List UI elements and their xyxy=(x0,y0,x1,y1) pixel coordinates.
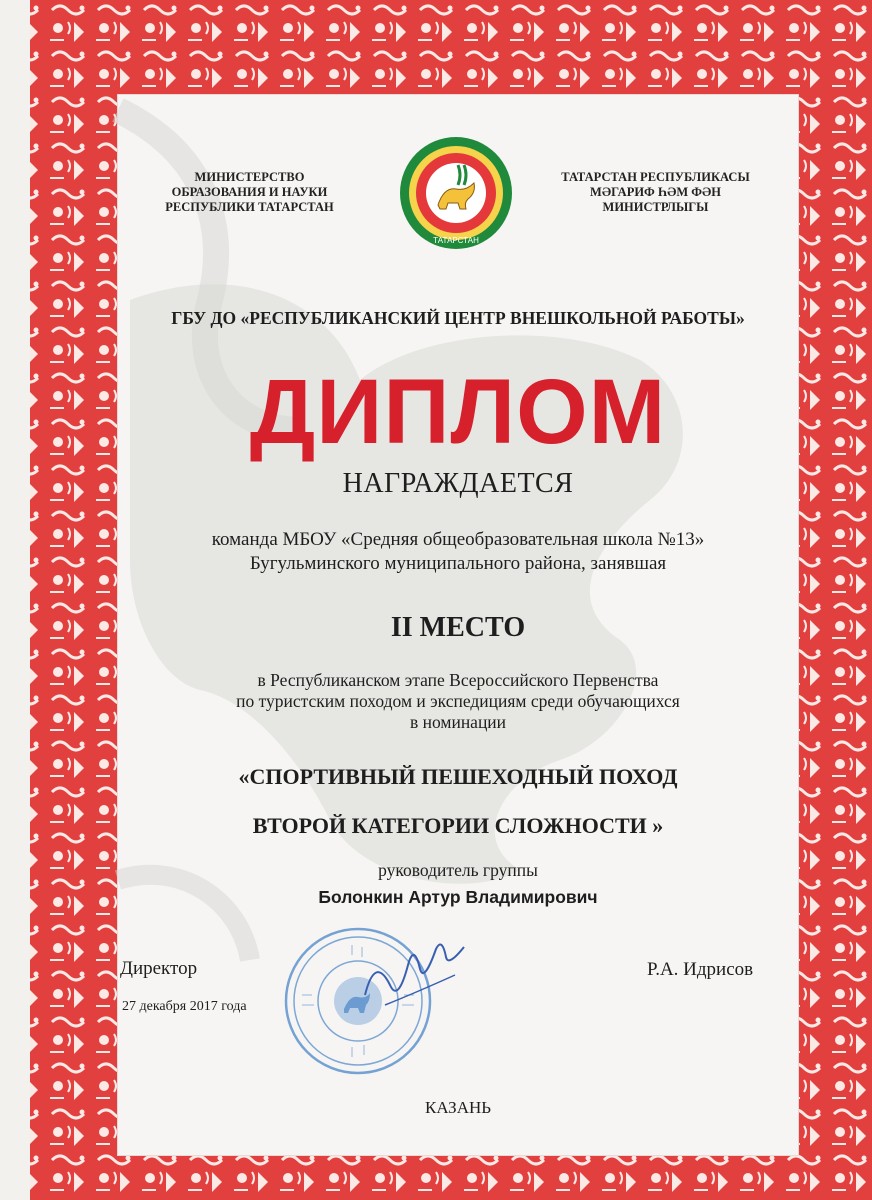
team-line: Бугульминского муниципального района, занявшая xyxy=(249,553,667,574)
description-line: в Республиканском этапе Всероссийского Первенства xyxy=(257,670,659,690)
description-line: в номинации xyxy=(409,712,507,732)
leader-name: Болонкин Артур Владимирович xyxy=(318,887,598,907)
description-line: по туристским походом и экспедициям среди обучающихся xyxy=(236,691,680,711)
city-name: КАЗАНЬ xyxy=(424,1098,492,1117)
ministry-header-tt-line: ТАТАРСТАН РЕСПУБЛИКАСЫ xyxy=(561,170,750,184)
ministry-header-ru xyxy=(142,170,357,215)
tatarstan-emblem-icon xyxy=(398,135,514,251)
nomination-line-1: «СПОРТИВНЫЙ ПЕШЕХОДНЫЙ ПОХОД xyxy=(238,764,678,789)
issue-date: 27 декабря 2017 года xyxy=(122,999,247,1014)
director-label: Директор xyxy=(120,958,198,979)
place-text: II МЕСТО xyxy=(390,612,526,643)
ministry-header-ru-line: РЕСПУБЛИКИ ТАТАРСТАН xyxy=(165,200,334,214)
nomination-line-2: ВТОРОЙ КАТЕГОРИИ СЛОЖНОСТИ » xyxy=(252,813,664,838)
leader-label: руководитель группы xyxy=(378,860,538,880)
ministry-header-tt-line: МИНИСТРЛЫГЫ xyxy=(602,200,709,214)
ministry-header-tt xyxy=(548,170,763,215)
director-signature-icon xyxy=(355,935,475,1015)
diploma-title: ДИПЛОМ xyxy=(249,361,667,463)
competition-description xyxy=(118,670,798,733)
emblem-text: ТАТАРСТАН xyxy=(433,236,479,245)
awarded-heading: НАГРАЖДАЕТСЯ xyxy=(342,468,574,499)
director-name: Р.А. Идрисов xyxy=(647,959,754,980)
ministry-header-ru-line: МИНИСТЕРСТВО xyxy=(194,170,305,184)
organization-name: ГБУ ДО «РЕСПУБЛИКАНСКИЙ ЦЕНТР ВНЕШКОЛЬНОЙ РАБОТЫ» xyxy=(171,308,745,328)
team-line: команда МБОУ «Средняя общеобразовательная школа №13» xyxy=(211,529,705,550)
ministry-header-ru-line: ОБРАЗОВАНИЯ И НАУКИ xyxy=(171,185,328,199)
team-text xyxy=(118,528,798,576)
ministry-header-tt-line: МӘГАРИФ ҺӘМ ФӘН xyxy=(590,185,721,199)
